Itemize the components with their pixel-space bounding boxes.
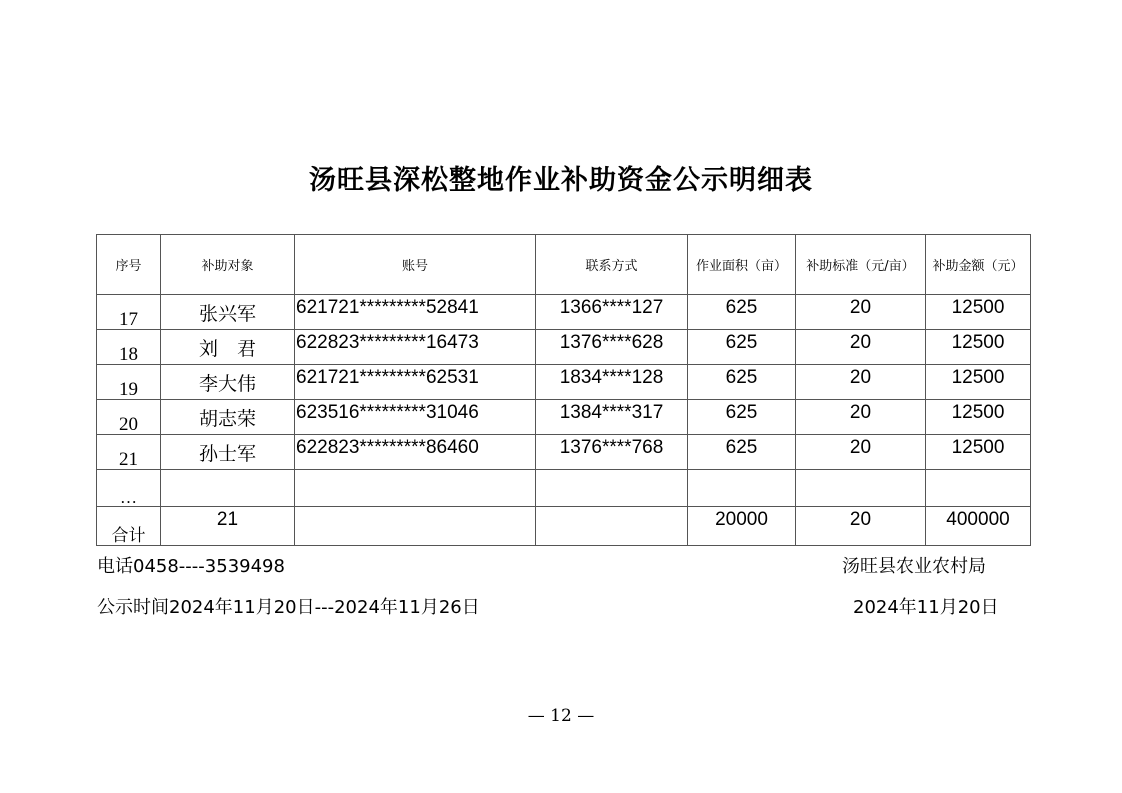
table-row xyxy=(97,330,1031,365)
cell-empty xyxy=(536,507,688,546)
cell-seq: 19 xyxy=(97,365,161,400)
cell-empty xyxy=(926,470,1031,507)
cell-seq: 18 xyxy=(97,330,161,365)
subsidy-table xyxy=(96,234,1031,546)
issuing-agency: 汤旺县农业农村局 xyxy=(842,556,986,577)
cell-account: 622823*********86460 xyxy=(295,435,536,470)
cell-empty xyxy=(688,470,796,507)
cell-account: 621721*********62531 xyxy=(295,365,536,400)
cell-phone: 1834****128 xyxy=(536,365,688,400)
cell-amount: 12500 xyxy=(926,295,1031,330)
cell-empty xyxy=(295,470,536,507)
contact-phone: 电话0458----3539498 xyxy=(97,556,285,577)
table-row xyxy=(97,365,1031,400)
total-count: 21 xyxy=(161,507,295,546)
cell-amount: 12500 xyxy=(926,365,1031,400)
total-rate: 20 xyxy=(796,507,926,546)
cell-area: 625 xyxy=(688,365,796,400)
cell-amount: 12500 xyxy=(926,330,1031,365)
cell-area: 625 xyxy=(688,295,796,330)
cell-area: 625 xyxy=(688,400,796,435)
cell-account: 622823*********16473 xyxy=(295,330,536,365)
cell-area: 625 xyxy=(688,435,796,470)
cell-empty xyxy=(796,470,926,507)
table-row xyxy=(97,400,1031,435)
cell-phone: 1376****628 xyxy=(536,330,688,365)
cell-empty xyxy=(295,507,536,546)
cell-ellipsis: … xyxy=(97,470,161,507)
cell-seq: 21 xyxy=(97,435,161,470)
header-amount: 补助金额（元） xyxy=(926,235,1031,295)
cell-seq: 17 xyxy=(97,295,161,330)
cell-name: 刘 君 xyxy=(161,330,295,365)
cell-phone: 1376****768 xyxy=(536,435,688,470)
table-header-row xyxy=(97,235,1031,295)
cell-name: 孙士军 xyxy=(161,435,295,470)
cell-phone: 1366****127 xyxy=(536,295,688,330)
ellipsis-row xyxy=(97,470,1031,507)
cell-account: 623516*********31046 xyxy=(295,400,536,435)
publicity-period: 公示时间2024年11月20日---2024年11月26日 xyxy=(97,597,480,618)
total-label: 合计 xyxy=(97,507,161,546)
cell-rate: 20 xyxy=(796,400,926,435)
cell-name: 李大伟 xyxy=(161,365,295,400)
total-area: 20000 xyxy=(688,507,796,546)
total-row xyxy=(97,507,1031,546)
cell-name: 张兴军 xyxy=(161,295,295,330)
cell-empty xyxy=(161,470,295,507)
total-amount: 400000 xyxy=(926,507,1031,546)
issue-date: 2024年11月20日 xyxy=(853,597,999,618)
header-rate: 补助标准（元/亩） xyxy=(796,235,926,295)
cell-empty xyxy=(536,470,688,507)
cell-account: 621721*********52841 xyxy=(295,295,536,330)
header-area: 作业面积（亩） xyxy=(688,235,796,295)
table-row xyxy=(97,435,1031,470)
cell-rate: 20 xyxy=(796,295,926,330)
header-recipient: 补助对象 xyxy=(161,235,295,295)
cell-rate: 20 xyxy=(796,435,926,470)
cell-seq: 20 xyxy=(97,400,161,435)
header-contact: 联系方式 xyxy=(536,235,688,295)
cell-rate: 20 xyxy=(796,330,926,365)
document-title: 汤旺县深松整地作业补助资金公示明细表 xyxy=(309,165,813,196)
cell-rate: 20 xyxy=(796,365,926,400)
cell-area: 625 xyxy=(688,330,796,365)
cell-amount: 12500 xyxy=(926,435,1031,470)
header-seq: 序号 xyxy=(97,235,161,295)
cell-amount: 12500 xyxy=(926,400,1031,435)
header-account: 账号 xyxy=(295,235,536,295)
cell-name: 胡志荣 xyxy=(161,400,295,435)
cell-phone: 1384****317 xyxy=(536,400,688,435)
page-number: — 12 — xyxy=(527,706,595,726)
table-row xyxy=(97,295,1031,330)
